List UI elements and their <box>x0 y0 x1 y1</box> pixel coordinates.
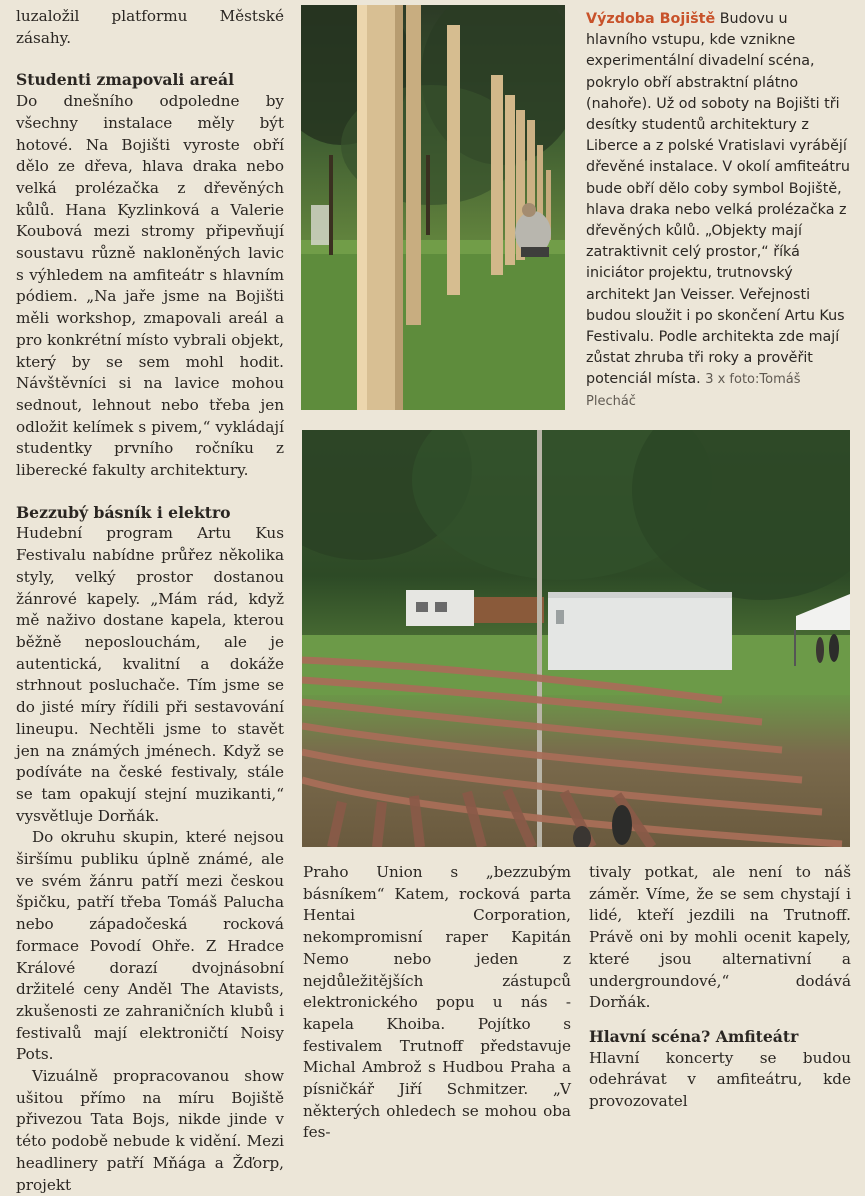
paragraph: Hlavní koncerty se budou odehrávat v amfiteátru, kde provozovatel <box>589 1048 851 1111</box>
article-column-2 <box>303 862 571 1144</box>
article-column-3 <box>589 862 851 1113</box>
paragraph: tivaly potkat, ale není to náš záměr. Víme, že se sem chystají i lidé, kteří jezdili na Trutnoff. Právě oni by mohli ocenit kapely, které jsou alternativní a undergroundové,“ dodává Dorňák. <box>589 863 851 1012</box>
paragraph: Do okruhu skupin, které nejsou širšímu publiku úplně známé, ale ve svém žánru patří mezi českou špičku, patří třeba Tomáš Palucha nebo západočeská rocková formace Povodí Ohře. Z Hradce Králové dorazí dvojnásobní držitelé ceny Anděl The Atavists, zkušenosti ze zahraničních klubů i festivalů mají elektroničtí Noisy Pots. <box>16 828 284 1064</box>
paragraph: Vizuálně propracovanou show ušitou přímo na míru Bojiště přivezou Tata Bojs, nikde jinde v této podobě nebude k vidění. Mezi headlinery patří Mňága a Žďorp, projekt <box>16 1067 284 1194</box>
paragraph: Hudební program Artu Kus Festivalu nabídne průřez několika styly, velký prostor dostanou žánrové kapely. „Mám rád, když mě naživo dostane kapela, kterou běžně neposlouchám, ale je autentická, kvalitní a dokáže strhnout posluchače. Tím jsme se do jisté míry řídili při sestavování lineupu. Nechtěli jsme to stavět jen na známých jménech. Když se podíváte na české festivaly, stále se tam opakují stejní muzikanti,“ vysvětluje Dorňák. <box>16 524 284 825</box>
photo-credit: 3 x foto:Tomáš Plecháč <box>586 372 801 409</box>
photo-amphitheatre-illustration <box>302 430 850 847</box>
caption-text: Budovu u hlavního vstupu, kde vznikne experimentální divadelní scéna, pokrylo obří abstraktní plátno (nahoře). Už od soboty na Bojišti tři desítky studentů architektury z Liberce a z polské Vratislavi vyrábějí dřevěné instalace. V okolí amfiteátru bude obří dělo coby symbol Bojiště, hlava draka nebo velká prolézačka z dřevěných kůlů. „Objekty mají zatraktivnit celý prostor,“ říká iniciátor projektu, trutnovský architekt Jan Veisser. Veřejnosti budou sloužit i po skončení Artu Kus Festivalu. Podle architekta zde mají zůstat zhruba tři roky a prověřit potenciál místa. <box>586 11 850 388</box>
paragraph: luzaložil platformu Městské zásahy. <box>16 7 284 47</box>
subheading-bezzuby: Bezzubý básník i elektro <box>16 502 231 522</box>
caption-kicker: Výzdoba Bojiště <box>586 11 716 27</box>
photo-amphitheatre <box>302 430 850 847</box>
paragraph: Do dnešního odpoledne by všechny instalace měly být hotové. Na Bojišti vyroste obří dělo ze dřeva, hlava draka nebo velká prolézačka z dřevěných kůlů. Hana Kyzlinková a Valerie Koubová mezi stromy připevňují soustavu různě nakloněných lavic s výhledem na amfiteátr s hlavním pódiem. „Na jaře jsme na Bojišti měli workshop, zmapovali areál a pro konkrétní místo vybrali objekt, který by se sem mohl hodit. Návštěvníci si na lavice mohou sednout, lehnout nebo třeba jen odložit kelímek s pivem,“ vykládají studentky prvního ročníku z liberecké fakulty architektury. <box>16 92 284 480</box>
photo-wooden-poles <box>301 5 565 410</box>
subheading-studenti: Studenti zmapovali areál <box>16 70 234 90</box>
photo-caption <box>586 9 850 412</box>
article-column-1 <box>16 6 284 1196</box>
subheading-hlavni-scena: Hlavní scéna? Amfiteátr <box>589 1026 799 1046</box>
photo-wooden-poles-illustration <box>301 5 565 410</box>
paragraph: Praho Union s „bezzubým básníkem“ Katem, rocková parta Hentai Corporation, nekompromisní raper Kapitán Nemo nebo jeden z nejdůležitějších zástupců elektronického popu u nás - kapela Khoiba. Pojítko s festivalem Trutnoff představuje Michal Ambrož s Hudbou Praha a písničkář Jiří Schmitzer. „V některých ohledech se mohou oba fes- <box>303 863 571 1142</box>
